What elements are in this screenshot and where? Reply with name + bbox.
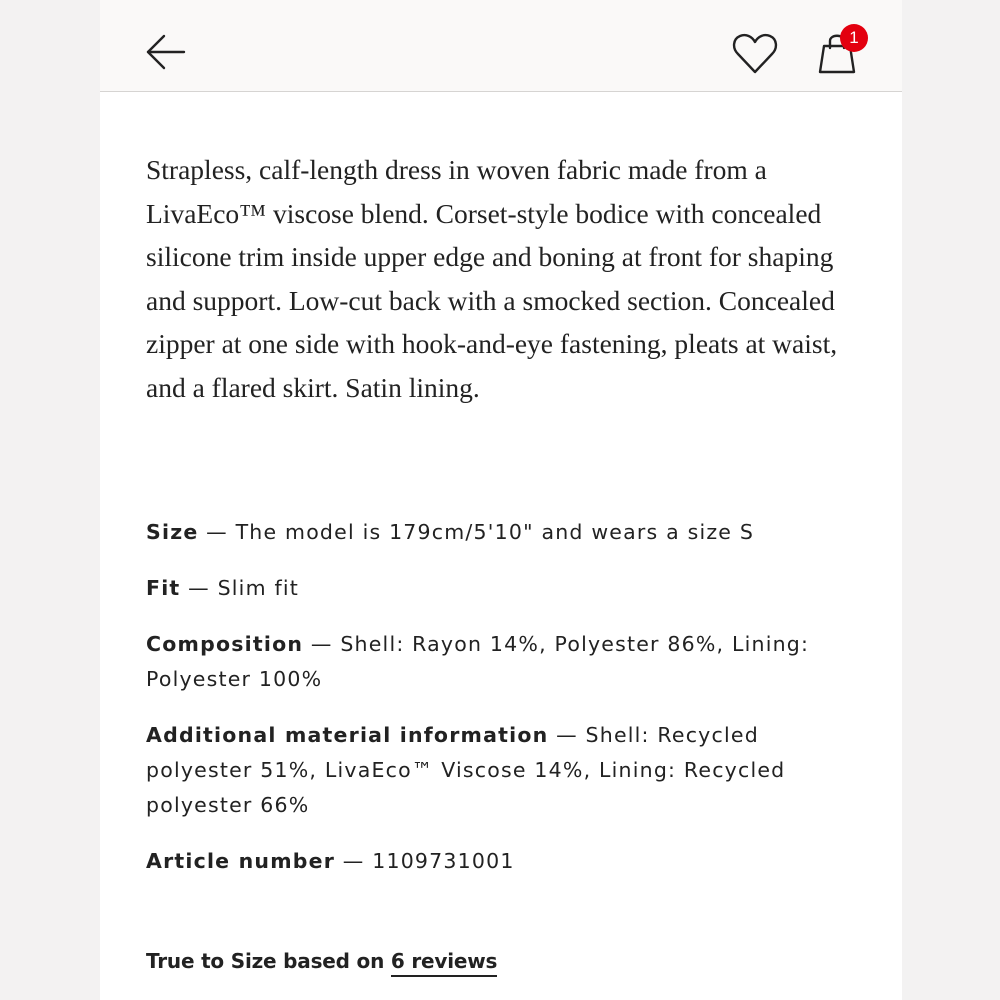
back-button[interactable] [142, 28, 190, 76]
cart-count-badge: 1 [840, 24, 868, 52]
detail-value: Shell: Recycled polyester 51%, LivaEco™ Viscose 14%, Lining: Recycled polyester 66% [146, 723, 786, 817]
top-bar [100, 0, 902, 92]
detail-label: Composition [146, 632, 304, 656]
detail-separator: — [303, 632, 341, 656]
reviews-link[interactable]: 6 reviews [391, 949, 497, 977]
detail-separator: — [198, 520, 236, 544]
detail-value: 1109731001 [372, 849, 515, 873]
detail-value: Slim fit [217, 576, 300, 600]
detail-label: Additional material information [146, 723, 549, 747]
detail-size [146, 515, 846, 550]
detail-label: Size [146, 520, 199, 544]
detail-value: Shell: Rayon 14%, Polyester 86%, Lining: Polyester 100% [146, 632, 810, 691]
detail-separator: — [548, 723, 586, 747]
detail-article-number [146, 844, 846, 879]
fit-rating [146, 944, 497, 978]
fit-rating-text: True to Size based on [146, 949, 391, 973]
favorite-button[interactable] [730, 28, 780, 78]
detail-separator: — [180, 576, 218, 600]
detail-label: Article number [146, 849, 336, 873]
product-description: Strapless, calf-length dress in woven fabric made from a LivaEco™ viscose blend. Corset-style bodice with concealed silicone trim inside upper edge and boning at front for shaping and support. Low-cut back with a smocked section. Concealed zipper at one side with hook-and-eye fastening, pleats at waist, and a flared skirt. Satin lining. [146, 154, 838, 403]
arrow-left-icon [142, 28, 190, 76]
detail-label: Fit [146, 576, 181, 600]
detail-value: The model is 179cm/5'10" and wears a size S [235, 520, 755, 544]
detail-composition [146, 627, 846, 697]
detail-fit [146, 571, 846, 606]
product-details-list [146, 515, 846, 900]
detail-additional-material [146, 718, 846, 823]
product-details-panel [100, 0, 902, 1000]
heart-icon [730, 28, 780, 78]
shopping-bag-button[interactable] [810, 24, 868, 82]
detail-separator: — [335, 849, 373, 873]
